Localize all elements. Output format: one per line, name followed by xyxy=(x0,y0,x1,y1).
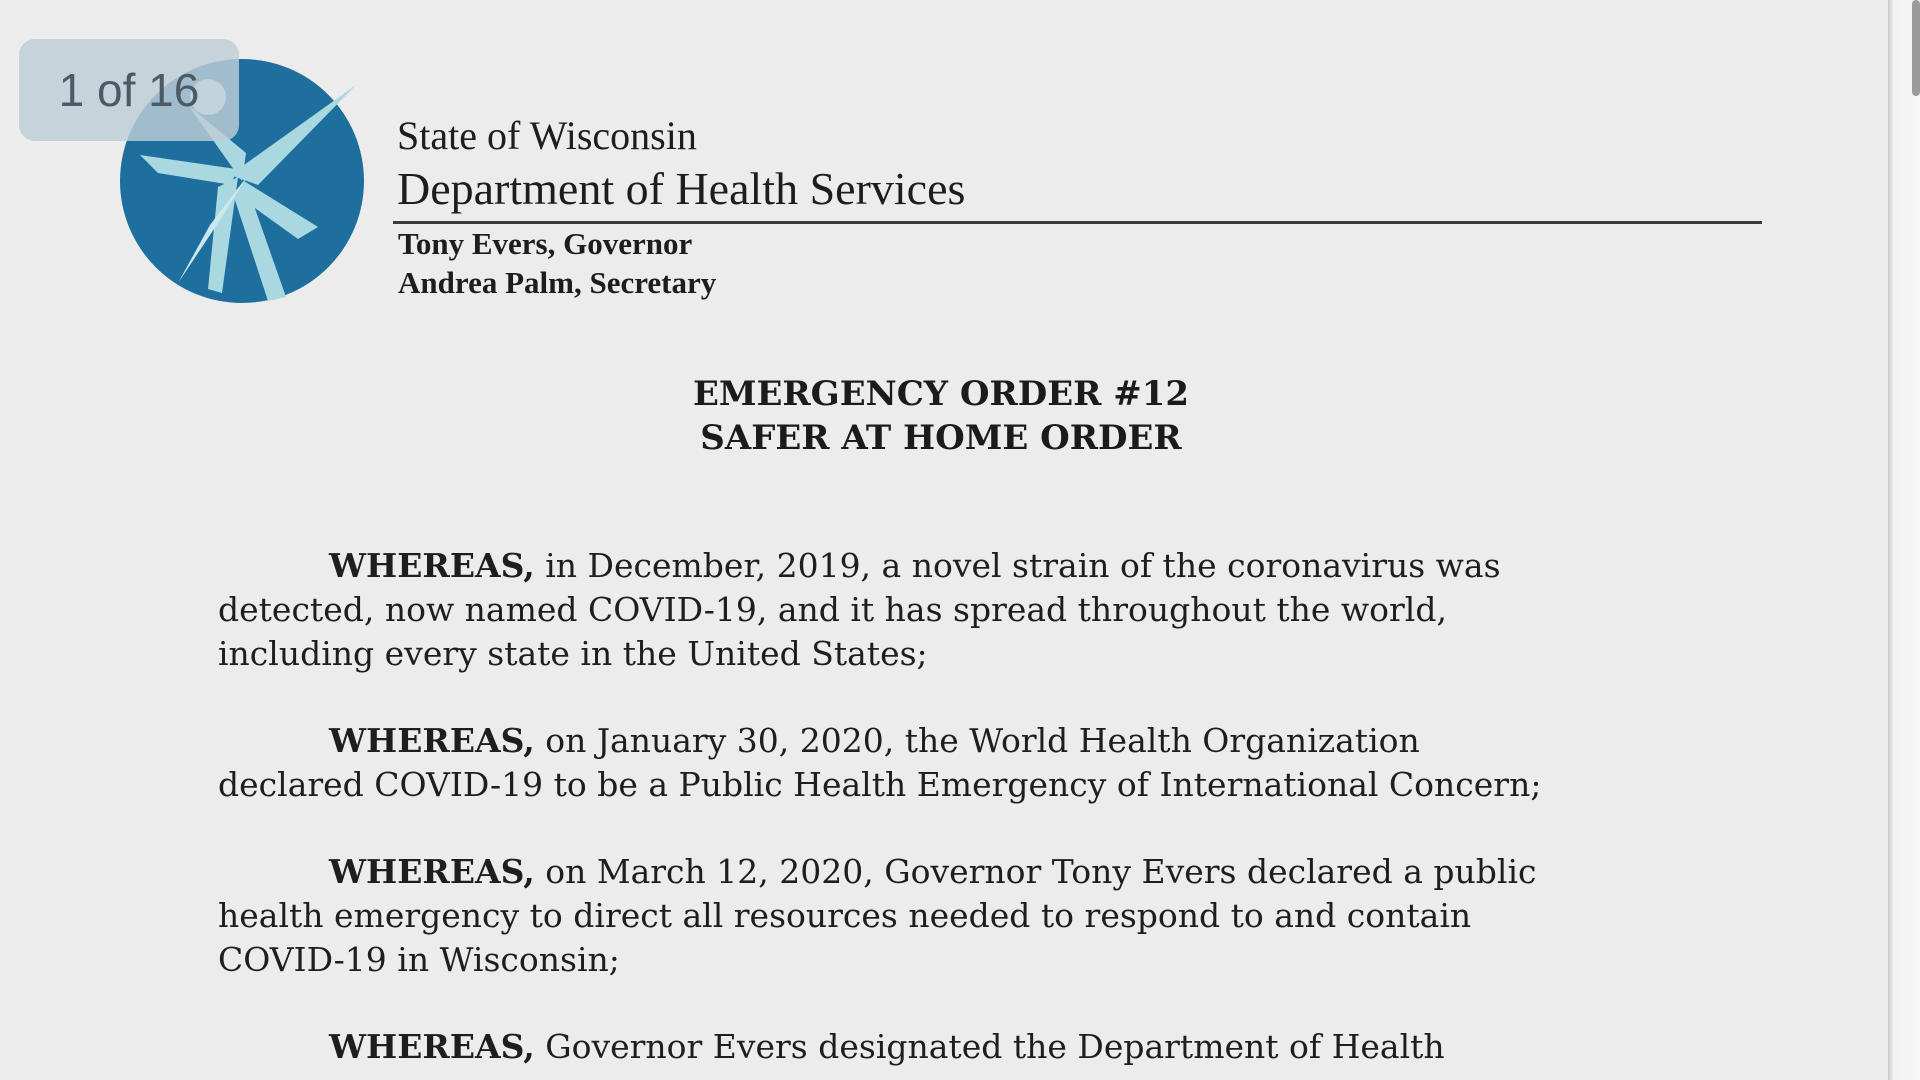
paragraph-text: in December, 2019, a novel strain of the coronavirus was xyxy=(534,546,1501,585)
order-number: EMERGENCY ORDER #12 xyxy=(692,374,1190,414)
paragraph-line: including every state in the United States; xyxy=(218,634,928,673)
paragraph-line: detected, now named COVID-19, and it has spread throughout the world, xyxy=(218,590,1447,629)
paragraph-line: health emergency to direct all resources needed to respond to and contain xyxy=(218,896,1472,935)
document-body xyxy=(218,544,1758,1080)
paragraph-keyword: WHEREAS, xyxy=(329,1027,535,1066)
paragraph-keyword: WHEREAS, xyxy=(329,852,535,891)
whereas-paragraph xyxy=(218,1025,1758,1069)
paragraph-line xyxy=(218,850,1758,894)
order-name: SAFER AT HOME ORDER xyxy=(700,418,1182,458)
paragraph-line: declared COVID-19 to be a Public Health Emergency of International Concern; xyxy=(218,765,1542,804)
secretary-line: Andrea Palm, Secretary xyxy=(398,265,717,300)
department-name: Department of Health Services xyxy=(397,163,966,214)
paragraph-line xyxy=(218,719,1758,763)
paragraph-line: COVID-19 in Wisconsin; xyxy=(218,940,620,979)
paragraph-line xyxy=(218,1025,1758,1069)
state-name: State of Wisconsin xyxy=(397,113,697,158)
paragraph-text: on January 30, 2020, the World Health Organization xyxy=(534,721,1420,760)
letterhead-title xyxy=(397,112,965,218)
governor-line: Tony Evers, Governor xyxy=(398,226,693,261)
paragraph-text: on March 12, 2020, Governor Tony Evers declared a public xyxy=(534,852,1537,891)
whereas-paragraph xyxy=(218,719,1758,807)
order-title xyxy=(0,372,1882,460)
page-edge xyxy=(1888,0,1920,1080)
paragraph-keyword: WHEREAS, xyxy=(329,546,535,585)
paragraph-line xyxy=(218,544,1758,588)
page-indicator: 1 of 16 xyxy=(19,39,239,141)
scrollbar-thumb[interactable] xyxy=(1912,0,1920,96)
paragraph-keyword: WHEREAS, xyxy=(329,721,535,760)
whereas-paragraph xyxy=(218,850,1758,982)
whereas-paragraph xyxy=(218,544,1758,676)
paragraph-text: Governor Evers designated the Department of Health xyxy=(534,1027,1445,1066)
letterhead-officials xyxy=(398,224,716,302)
